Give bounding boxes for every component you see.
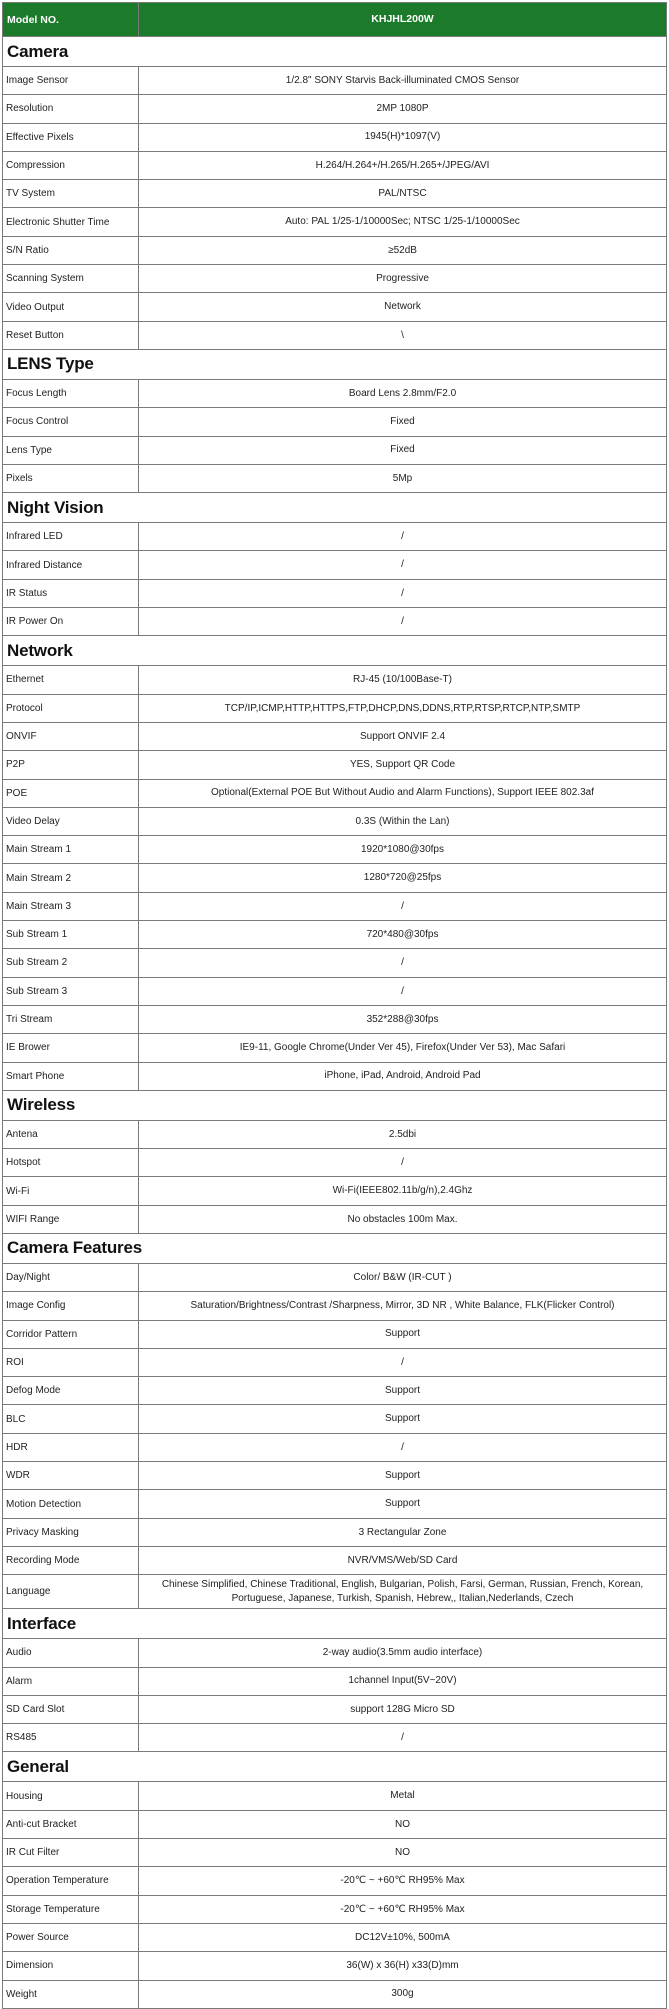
spec-row	[3, 1177, 667, 1205]
spec-label: Dimension	[3, 1952, 139, 1980]
spec-value: 0.3S (Within the Lan)	[139, 807, 667, 835]
spec-value: Support	[139, 1320, 667, 1348]
spec-value: NO	[139, 1839, 667, 1867]
spec-value: \	[139, 321, 667, 349]
spec-label: Compression	[3, 151, 139, 179]
spec-label: Infrared LED	[3, 523, 139, 551]
spec-label: Language	[3, 1575, 139, 1609]
spec-label: Antena	[3, 1120, 139, 1148]
section-header	[3, 1090, 667, 1120]
spec-value: Fixed	[139, 408, 667, 436]
spec-value: Wi-Fi(IEEE802.11b/g/n),2.4Ghz	[139, 1177, 667, 1205]
spec-value: H.264/H.264+/H.265/H.265+/JPEG/AVI	[139, 151, 667, 179]
spec-row	[3, 694, 667, 722]
spec-label: Scanning System	[3, 265, 139, 293]
spec-value: /	[139, 949, 667, 977]
spec-value: TCP/IP,ICMP,HTTP,HTTPS,FTP,DHCP,DNS,DDNS,RTP,RTSP,RTCP,NTP,SMTP	[139, 694, 667, 722]
section-title: Night Vision	[3, 493, 667, 523]
spec-label: Housing	[3, 1782, 139, 1810]
section-header	[3, 636, 667, 666]
model-label: Model NO.	[3, 3, 139, 37]
spec-row	[3, 751, 667, 779]
spec-value: Fixed	[139, 436, 667, 464]
spec-row	[3, 1575, 667, 1609]
section-header	[3, 1233, 667, 1263]
section-title: General	[3, 1752, 667, 1782]
spec-value: /	[139, 1149, 667, 1177]
spec-label: Weight	[3, 1980, 139, 2008]
spec-value: Support	[139, 1462, 667, 1490]
spec-row	[3, 1205, 667, 1233]
spec-value: NVR/VMS/Web/SD Card	[139, 1546, 667, 1574]
section-title: Camera	[3, 37, 667, 67]
spec-row	[3, 180, 667, 208]
spec-row	[3, 1034, 667, 1062]
spec-row	[3, 1405, 667, 1433]
spec-row	[3, 123, 667, 151]
spec-value: iPhone, iPad, Android, Android Pad	[139, 1062, 667, 1090]
spec-value: Support	[139, 1490, 667, 1518]
spec-row	[3, 608, 667, 636]
spec-label: Reset Button	[3, 321, 139, 349]
spec-value: /	[139, 977, 667, 1005]
spec-row	[3, 1348, 667, 1376]
spec-value: 1945(H)*1097(V)	[139, 123, 667, 151]
section-title: Wireless	[3, 1090, 667, 1120]
spec-label: Audio	[3, 1639, 139, 1667]
spec-value: 1/2.8" SONY Starvis Back-illuminated CMOS Sensor	[139, 67, 667, 95]
spec-value: Auto: PAL 1/25-1/10000Sec; NTSC 1/25-1/10000Sec	[139, 208, 667, 236]
spec-row	[3, 1462, 667, 1490]
spec-row	[3, 1952, 667, 1980]
spec-table-body	[3, 3, 667, 2009]
spec-row	[3, 1518, 667, 1546]
spec-label: Pixels	[3, 464, 139, 492]
spec-label: HDR	[3, 1433, 139, 1461]
spec-label: P2P	[3, 751, 139, 779]
spec-row	[3, 1724, 667, 1752]
spec-row	[3, 722, 667, 750]
spec-row	[3, 523, 667, 551]
spec-value: 300g	[139, 1980, 667, 2008]
spec-label: Day/Night	[3, 1263, 139, 1291]
spec-label: Corridor Pattern	[3, 1320, 139, 1348]
spec-value: 720*480@30fps	[139, 921, 667, 949]
spec-label: Main Stream 2	[3, 864, 139, 892]
spec-label: Focus Control	[3, 408, 139, 436]
spec-row	[3, 551, 667, 579]
spec-label: WIFI Range	[3, 1205, 139, 1233]
spec-label: Sub Stream 3	[3, 977, 139, 1005]
spec-label: Resolution	[3, 95, 139, 123]
spec-value: PAL/NTSC	[139, 180, 667, 208]
spec-value: Saturation/Brightness/Contrast /Sharpness, Mirror, 3D NR , White Balance, FLK(Flicker Control)	[139, 1292, 667, 1320]
spec-label: Smart Phone	[3, 1062, 139, 1090]
spec-value: 5Mp	[139, 464, 667, 492]
spec-row	[3, 807, 667, 835]
spec-label: Video Delay	[3, 807, 139, 835]
spec-value: Metal	[139, 1782, 667, 1810]
spec-value: /	[139, 579, 667, 607]
spec-row	[3, 864, 667, 892]
spec-value: 36(W) x 36(H) x33(D)mm	[139, 1952, 667, 1980]
spec-label: Wi-Fi	[3, 1177, 139, 1205]
spec-value: Network	[139, 293, 667, 321]
spec-value: /	[139, 892, 667, 920]
spec-label: Sub Stream 1	[3, 921, 139, 949]
spec-row	[3, 95, 667, 123]
spec-row	[3, 1923, 667, 1951]
spec-row	[3, 836, 667, 864]
spec-value: 2MP 1080P	[139, 95, 667, 123]
spec-row	[3, 67, 667, 95]
spec-row	[3, 1149, 667, 1177]
section-title: Camera Features	[3, 1233, 667, 1263]
spec-value: Support	[139, 1405, 667, 1433]
spec-label: ROI	[3, 1348, 139, 1376]
spec-label: IR Power On	[3, 608, 139, 636]
spec-row	[3, 464, 667, 492]
spec-label: Privacy Masking	[3, 1518, 139, 1546]
section-title: Interface	[3, 1609, 667, 1639]
spec-value: support 128G Micro SD	[139, 1695, 667, 1723]
spec-value: YES, Support QR Code	[139, 751, 667, 779]
spec-value: NO	[139, 1810, 667, 1838]
spec-row	[3, 666, 667, 694]
spec-label: Hotspot	[3, 1149, 139, 1177]
spec-label: Main Stream 1	[3, 836, 139, 864]
spec-label: TV System	[3, 180, 139, 208]
section-header	[3, 349, 667, 379]
spec-row	[3, 1320, 667, 1348]
spec-value: /	[139, 523, 667, 551]
spec-row	[3, 1005, 667, 1033]
spec-row	[3, 1062, 667, 1090]
section-header	[3, 1609, 667, 1639]
spec-value: Support ONVIF 2.4	[139, 722, 667, 750]
spec-label: Effective Pixels	[3, 123, 139, 151]
spec-row	[3, 208, 667, 236]
spec-row	[3, 921, 667, 949]
spec-value: 3 Rectangular Zone	[139, 1518, 667, 1546]
spec-row	[3, 949, 667, 977]
spec-value: 352*288@30fps	[139, 1005, 667, 1033]
spec-label: Focus Length	[3, 379, 139, 407]
spec-row	[3, 1867, 667, 1895]
spec-label: Tri Stream	[3, 1005, 139, 1033]
spec-label: Alarm	[3, 1667, 139, 1695]
spec-label: Anti-cut Bracket	[3, 1810, 139, 1838]
spec-label: Main Stream 3	[3, 892, 139, 920]
spec-row	[3, 151, 667, 179]
spec-value: Chinese Simplified, Chinese Traditional, English, Bulgarian, Polish, Farsi, German, Russian, French, Korean, Portuguese, Japanese, Turkish, Spanish, Hebrew,, Italian,Nederlands, Czech	[139, 1575, 667, 1609]
spec-row	[3, 1980, 667, 2008]
spec-value: Progressive	[139, 265, 667, 293]
spec-row	[3, 1782, 667, 1810]
spec-value: DC12V±10%, 500mA	[139, 1923, 667, 1951]
section-header	[3, 37, 667, 67]
spec-value: /	[139, 1348, 667, 1376]
spec-row	[3, 293, 667, 321]
spec-value: -20℃ ~ +60℃ RH95% Max	[139, 1867, 667, 1895]
spec-row	[3, 408, 667, 436]
spec-row	[3, 1292, 667, 1320]
spec-label: POE	[3, 779, 139, 807]
spec-row	[3, 1639, 667, 1667]
spec-value: /	[139, 1433, 667, 1461]
spec-row	[3, 892, 667, 920]
spec-row	[3, 579, 667, 607]
spec-row	[3, 1546, 667, 1574]
spec-label: Recording Mode	[3, 1546, 139, 1574]
spec-row	[3, 265, 667, 293]
spec-row	[3, 977, 667, 1005]
spec-label: Power Source	[3, 1923, 139, 1951]
spec-value: RJ-45 (10/100Base-T)	[139, 666, 667, 694]
model-header-row	[3, 3, 667, 37]
spec-label: ONVIF	[3, 722, 139, 750]
spec-value: Optional(External POE But Without Audio and Alarm Functions), Support IEEE 802.3af	[139, 779, 667, 807]
spec-row	[3, 321, 667, 349]
spec-row	[3, 436, 667, 464]
section-header	[3, 493, 667, 523]
spec-row	[3, 379, 667, 407]
spec-label: Image Config	[3, 1292, 139, 1320]
spec-label: Video Output	[3, 293, 139, 321]
spec-row	[3, 1895, 667, 1923]
spec-label: Storage Temperature	[3, 1895, 139, 1923]
spec-value: Board Lens 2.8mm/F2.0	[139, 379, 667, 407]
spec-row	[3, 236, 667, 264]
model-value: KHJHL200W	[139, 3, 667, 37]
spec-label: WDR	[3, 1462, 139, 1490]
spec-value: 1920*1080@30fps	[139, 836, 667, 864]
spec-label: Ethernet	[3, 666, 139, 694]
spec-row	[3, 1490, 667, 1518]
spec-value: 2-way audio(3.5mm audio interface)	[139, 1639, 667, 1667]
spec-value: 1280*720@25fps	[139, 864, 667, 892]
spec-row	[3, 1810, 667, 1838]
spec-value: /	[139, 608, 667, 636]
spec-label: Image Sensor	[3, 67, 139, 95]
spec-value: 1channel Input(5V~20V)	[139, 1667, 667, 1695]
spec-label: Infrared Distance	[3, 551, 139, 579]
spec-row	[3, 1433, 667, 1461]
section-header	[3, 1752, 667, 1782]
spec-value: 2.5dbi	[139, 1120, 667, 1148]
spec-label: S/N Ratio	[3, 236, 139, 264]
spec-row	[3, 779, 667, 807]
spec-value: No obstacles 100m Max.	[139, 1205, 667, 1233]
spec-label: Motion Detection	[3, 1490, 139, 1518]
section-title: Network	[3, 636, 667, 666]
spec-label: IE Brower	[3, 1034, 139, 1062]
spec-label: IR Status	[3, 579, 139, 607]
spec-label: Defog Mode	[3, 1377, 139, 1405]
spec-label: Electronic Shutter Time	[3, 208, 139, 236]
spec-row	[3, 1695, 667, 1723]
spec-label: Lens Type	[3, 436, 139, 464]
spec-value: ≥52dB	[139, 236, 667, 264]
spec-value: Support	[139, 1377, 667, 1405]
spec-label: Protocol	[3, 694, 139, 722]
spec-table	[2, 2, 667, 2009]
spec-label: IR Cut Filter	[3, 1839, 139, 1867]
spec-label: Operation Temperature	[3, 1867, 139, 1895]
spec-value: Color/ B&W (IR-CUT )	[139, 1263, 667, 1291]
spec-row	[3, 1120, 667, 1148]
spec-value: /	[139, 551, 667, 579]
spec-value: -20℃ ~ +60℃ RH95% Max	[139, 1895, 667, 1923]
spec-value: IE9-11, Google Chrome(Under Ver 45), Firefox(Under Ver 53), Mac Safari	[139, 1034, 667, 1062]
spec-label: Sub Stream 2	[3, 949, 139, 977]
spec-row	[3, 1377, 667, 1405]
spec-row	[3, 1839, 667, 1867]
spec-label: RS485	[3, 1724, 139, 1752]
spec-label: SD Card Slot	[3, 1695, 139, 1723]
spec-label: BLC	[3, 1405, 139, 1433]
spec-value: /	[139, 1724, 667, 1752]
spec-row	[3, 1263, 667, 1291]
section-title: LENS Type	[3, 349, 667, 379]
spec-row	[3, 1667, 667, 1695]
